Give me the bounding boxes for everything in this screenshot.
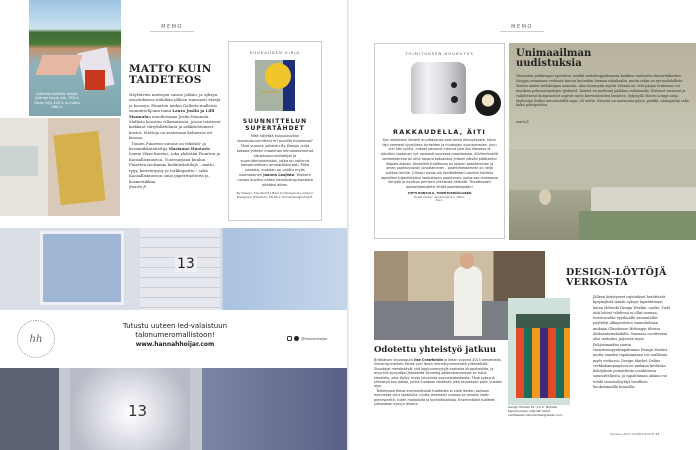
collab-article <box>374 345 504 406</box>
artist: Marianne Huotari <box>168 146 208 152</box>
book-title: SUUNNITTELUN SUPERTÄHDET <box>242 118 308 132</box>
ad-house-photo-night <box>0 368 348 450</box>
rug <box>35 55 82 75</box>
editor-box <box>374 43 505 239</box>
rug-article <box>129 64 221 189</box>
person-head <box>460 253 474 269</box>
box-body: Kun esikoiseni ilmoitti muuttavansa pois kotoa alkusyksystä, kävin läpi varmasti tyypillisen tunteiden ja muistojen vuoristoradan. Juuri kun hän syntyi, mikset jaksanut lukenut joka ilta iltasatua ja päiväkin lapsonen nyt varmasti suuressa maailmassa. Viisihenkisellä perheellämme on ollut tapana kokoontua yhteen päivän päätteeksi iltapala-aikaan. Keskeistä traditiossa on leipien paahtaminen ja oman paahtovuoron jonottaminen – paahtimessamme on neljä aukkoa leiville. (Omaa) orpoa olo lievittääkseni aionkin hankkia lapselleni tuparilahjaksi laadukkaan paahtimen; poika saa mukaansa lämpöä ja muiston perheen yhteisistä hetkistä. Toivottavasti opiskelijabudjetti riittää paahtoleipään! <box>381 138 499 190</box>
sculpture-red <box>85 70 105 90</box>
design-market-illustration <box>508 298 570 405</box>
toaster-image <box>411 62 466 114</box>
rug-photo-room <box>0 118 120 216</box>
article-body <box>129 92 221 189</box>
facebook-icon[interactable] <box>294 336 299 341</box>
lamp <box>539 189 551 205</box>
logo-text: hh <box>29 333 43 345</box>
hh-logo <box>17 320 55 358</box>
source: finarte.fi <box>129 183 146 189</box>
building-facade <box>516 328 570 398</box>
cover-text: BY DESIGN <box>261 90 280 94</box>
body-text: Brittiläisen sisustuguru <box>374 358 414 362</box>
blanket <box>0 146 38 176</box>
page-number: 11 <box>655 432 660 436</box>
article-body: Jälleen kiristyneet rajoitukset herättävät kysymyksiä tämän syksyn tapahtumien, kuten Helsinki Design Weekin, osalta. Vielä tätä lehteä tehdessä ei ollut varmaa, toteutuvatko syyskuulle suunnitellut näyttelyt alkuperäisen suunnitelman mukaan Glasshouse Helsingin tiloissa Aleksanterinkadulla. Samassa osoitteessa olisi tarkoitus järjestää myös Pohjoismaiden suurin varastonmyyntitapahtuma Design Market, mutta onneksi tapahtumaan voi osallistua myös verkossa. Design Market Online -verkkokampanjassa on mukana kestävän kehityksen periaatteita noudattavia suunnittelijoita, ja tapahtuman aikana voi tehdä sisustuslöytöjä tavallista huokeammilla hinnoilla. <box>593 295 671 390</box>
person <box>454 266 482 336</box>
article-title: DESIGN-LÖYTÖJÄ VERKOSTA <box>566 267 667 288</box>
window <box>40 231 124 305</box>
article-body <box>374 358 504 406</box>
body-text: ja Ikean vuonna 2015 lanseerattu Sinnerlig-mallisto lienee yksi Ikean menestyneimmistä yhteistöistä. Sisustajat metsästävät yhä loppuunmyytyjä tuotteita kirpputoreilta, ja myyntiin pysyväksi jääneestä Sinnerlig-kattovalaisimesta on tullut klassikko, joka löytyy myös lukuisista suomalaiskodeista. Tänä syksynä yhteistyö saa jatkoa, jonka luvataan kestävän joka seuraavan parin vuoden ajan. <box>374 358 503 389</box>
house-number-sign: 13 <box>177 256 195 272</box>
page-gutter <box>347 0 349 450</box>
body-text: Tarkempaa tietoa ensimmäisistä tuotteista ei vielä lehden painoon mennessä ollut saatavilla, mutta ilmeisesti luvassa on ainakin kodin pienesineitä, kuten maljakoita ja kynttilänjalkoja. Ensimmäiset tuotteet julkaistaan syksyn aikana. <box>374 388 495 407</box>
ad-url[interactable]: www.hannahhoijar.com <box>135 341 215 348</box>
bedroom-photo <box>509 149 696 240</box>
source: matri.fi <box>516 120 529 125</box>
body-text: Toinen Finarten uutuus on tekstiili- ja keramiikkataiteilija <box>129 140 206 152</box>
name: Ilse Crawfordin <box>414 358 444 362</box>
roof <box>516 314 570 328</box>
body-text: Mitä näyttää huippuluokan sisustussuunnittelu eri puolilla maailmaa? Tänä vuonna julkaistu By Design -kirja kokoaa yhteen maailman kiinnostavimmat sisustussuunnittelijat ja suunnittelutoimistot, jotka on valinnut kansainvälinen ammattilaisraati. Mikä parasta, mukaan on valittu myös suomalainen <box>236 134 314 178</box>
box-title: RAKKAUDELLA, ÄITI <box>393 128 486 136</box>
instagram-icon[interactable] <box>287 336 292 341</box>
memo-label: MEMO <box>500 24 544 32</box>
photo-caption: Galleria-mallisto matot (ylempi kuva) alk. 790 e, Vikre-ryijy 420 e ja matto 980 e. <box>34 92 80 110</box>
folio-text: Syyskuu 2021 GLORIA'N KOTI <box>610 432 655 436</box>
illustration-caption: Design Market 10.–12.9. Tarkista tapahtumaan liittyvät tiedot osoitteesta helsinkidesignweek.com. <box>508 405 564 417</box>
house-number-lit: 13 <box>128 402 148 420</box>
book-credit: By Design: The World's Best Contemporary Interior Designers (Phaidon), 59,95 e, finnishdesignshop.fi. <box>236 190 314 199</box>
article-body: Vänestään pokkivuput upeittivat meidät nettishoppailemaan kaikkea vaatteista elintarvikkeisiin. Sängyn ostaminen verkosta tuntuu kuitenkin hieman uskaliaalta, mutta sekin on nyt mahdollista Matrin uuden nettikaupan ansiosta. Aina konseptin myötä. Ideana on, että patjan tuntumaa voi muokata pehmustepalojen (pehmeä, kiinteä tai medium) paikkaa vaihtamalla. Erilaiset varaosat ja vaihdettavat komponentit sopivat myös kiertotalouden henkeen. Sykysyllä Matrin Lempi-sarja täydentyy lisäksi uutuusvärillä sage, eli salvia. Säryssä on saatavana pöytä, penkki, sänkypääty sekä kaksi päiväpeittoa. <box>516 74 689 108</box>
body-text: . Teoksen runsas kuvitus antaa sisustusinspiraatiota pitkäksi aikaa. <box>237 173 313 188</box>
patterned-rug <box>53 131 105 205</box>
sleep-article <box>509 43 696 149</box>
toaster-caption: Dualit Classic -leivänpaahdin, 189 e, Zero. <box>413 194 466 203</box>
body-text: n muodostama Juslin-Maunula. Mallisto koostuu villamatoista, joissa toistuvat kirkkaat väriyhdistelmät ja arkkitehtoniset kuviot. Mattoja on saatavana kolmessa eri koossa. <box>129 113 221 141</box>
memo-label: MEMO <box>150 24 194 32</box>
article-title: MATTO KUIN TAIDETEOS <box>129 63 212 86</box>
ad-banner <box>0 310 348 368</box>
ad-headline: Tutustu uuteen led-valaistuun talonumeromallistoon! <box>122 322 228 339</box>
box-label: TOIMITUKSEN HOUKUTUS <box>405 51 474 56</box>
social-handle: @hannahhoijar <box>301 336 328 341</box>
book-body <box>235 134 315 188</box>
rug-photo-terrace <box>29 0 121 116</box>
editor-avatar <box>475 90 501 116</box>
bedspread <box>579 211 696 240</box>
folio <box>610 432 659 436</box>
ad-house-photo-day <box>0 228 348 310</box>
design-article <box>566 268 691 390</box>
body-text: Näyttävien mattojen suosio jatkuu, ja syksyn sisustuksissa nähdään jälleen runsaasti värejä ja kuoseja. Finarten uuden Galleria-mallston suunnittelijoina toimi <box>129 92 221 114</box>
signature: TIITTI KONTULA, TOIMITUSPÄÄLLIKKÖ <box>407 190 472 195</box>
article-title: Unimaailman uudistuksia <box>516 48 592 69</box>
book-cover <box>255 60 295 111</box>
designers: Laura Juslin ja Lilli Maunula <box>129 108 215 119</box>
article-title: Odotettu yhteistyö jatkuu <box>374 345 497 355</box>
book-box <box>228 41 322 221</box>
box-label: KUUKAUDEN KIRJA <box>249 50 300 55</box>
body-text: n luoma Vikre-kuvitus, joka yhdistää Finarten ja Kansallismuseon. Tuotesarjaan kuuluu Finarten tuottamia kodintekstiilejä – matto, ryijy, koristetyyny ja torkkupeitto – sekä Kansallismuseon omia paperituotteita ja kosmetiikkaa. <box>129 146 221 184</box>
designer: Joanna Laajisto <box>263 173 295 178</box>
